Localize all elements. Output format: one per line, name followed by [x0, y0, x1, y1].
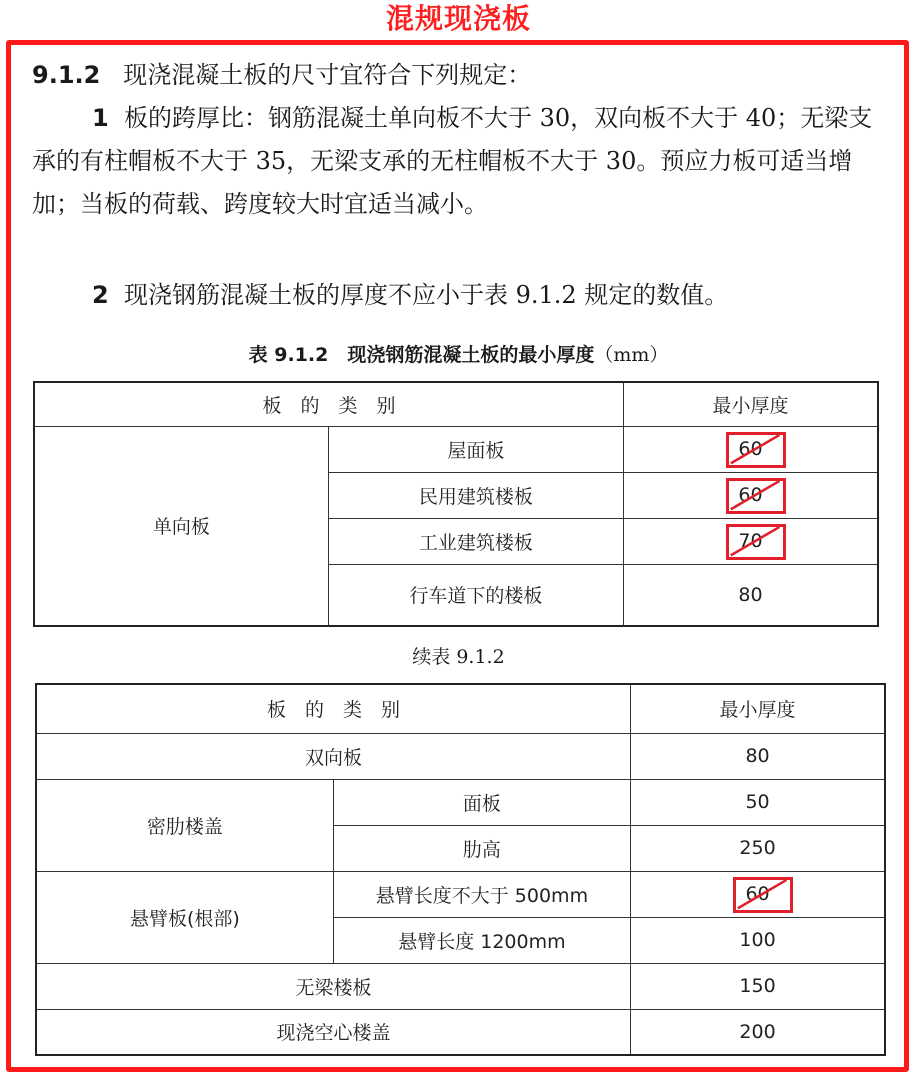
table-row	[36, 963, 885, 1009]
table-header-row	[36, 684, 885, 733]
strike-line-mark	[729, 481, 783, 511]
table-row	[36, 779, 885, 825]
strike-line-mark	[729, 435, 783, 465]
table-header-row	[34, 382, 878, 426]
strike-box-mark	[733, 877, 793, 913]
clause-heading	[32, 54, 882, 97]
row-label: 无梁楼板	[36, 963, 631, 1009]
group-cell-one-way: 单向板	[34, 426, 328, 626]
table1-caption-text: 表 9.1.2 现浇钢筋混凝土板的最小厚度	[248, 344, 595, 366]
row-label: 行车道下的楼板	[328, 564, 623, 626]
category-header: 板 的 类 别	[34, 382, 624, 426]
row-label: 屋面板	[328, 426, 623, 472]
table-row	[36, 1009, 885, 1055]
value-cell: 80	[631, 733, 885, 779]
row-label: 面板	[333, 779, 630, 825]
value-cell	[624, 518, 878, 564]
clause-item-2	[32, 274, 882, 317]
table-row	[36, 733, 885, 779]
item-text: 板的跨厚比：钢筋混凝土单向板不大于 30，双向板不大于 40；无梁支承的有柱帽板不大于 35，无梁支承的无柱帽板不大于 30。预应力板可适当增加；当板的荷载、跨度较大时宜适当减小。	[32, 104, 873, 218]
clause-number: 9.1.2	[32, 61, 101, 89]
struck-value	[732, 438, 768, 460]
item-number: 2	[92, 281, 109, 309]
clause-item-1	[32, 97, 882, 226]
struck-value	[732, 484, 768, 506]
value-text: 60	[738, 484, 763, 506]
value-cell: 50	[631, 779, 885, 825]
min-thickness-table-continued	[35, 683, 886, 1056]
item-text: 现浇钢筋混凝土板的厚度不应小于表 9.1.2 规定的数值。	[123, 281, 729, 309]
value-cell: 250	[631, 825, 885, 871]
row-label: 悬臂长度不大于 500mm	[333, 871, 630, 917]
clause-text: 现浇混凝土板的尺寸宜符合下列规定：	[123, 61, 532, 89]
row-label: 双向板	[36, 733, 631, 779]
table1-unit: （mm）	[594, 344, 669, 366]
value-cell	[624, 426, 878, 472]
strike-box-mark	[726, 524, 786, 560]
row-label: 民用建筑楼板	[328, 472, 623, 518]
value-cell: 150	[631, 963, 885, 1009]
strike-line-mark	[729, 527, 783, 557]
thickness-header: 最小厚度	[631, 684, 885, 733]
value-text: 60	[738, 438, 763, 460]
struck-value	[732, 530, 768, 552]
value-cell: 200	[631, 1009, 885, 1055]
value-text: 60	[745, 883, 770, 905]
thickness-header: 最小厚度	[624, 382, 878, 426]
strike-line-mark	[736, 880, 790, 910]
table2-caption: 续表 9.1.2	[412, 646, 505, 668]
row-label: 工业建筑楼板	[328, 518, 623, 564]
row-label: 肋高	[333, 825, 630, 871]
value-cell: 80	[624, 564, 878, 626]
value-cell	[631, 871, 885, 917]
category-header: 板 的 类 别	[36, 684, 631, 733]
row-label: 现浇空心楼盖	[36, 1009, 631, 1055]
row-label: 悬臂长度 1200mm	[333, 917, 630, 963]
table-row	[34, 426, 878, 472]
value-cell	[624, 472, 878, 518]
strike-box-mark	[726, 432, 786, 468]
strike-box-mark	[726, 478, 786, 514]
item-number: 1	[92, 104, 109, 132]
value-cell: 100	[631, 917, 885, 963]
table1-caption	[0, 340, 917, 367]
min-thickness-table	[33, 381, 879, 627]
page-title: 混规现浇板	[385, 2, 531, 35]
value-text: 70	[738, 530, 763, 552]
group-cell-ribbed: 密肋楼盖	[36, 779, 333, 871]
table-row	[36, 871, 885, 917]
struck-value	[739, 883, 775, 905]
group-cell-cantilever: 悬臂板(根部)	[36, 871, 333, 963]
